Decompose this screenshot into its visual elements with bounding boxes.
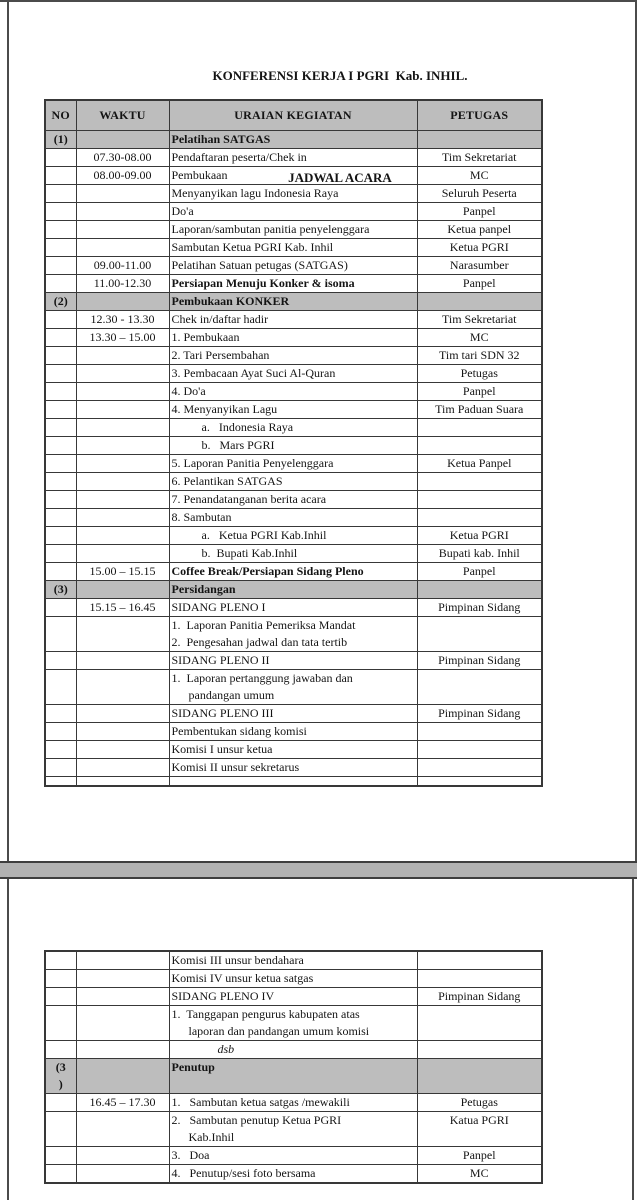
activity-line: Menyanyikan lagu Indonesia Raya <box>171 186 339 200</box>
table-row <box>45 185 542 203</box>
activity-line: Persidangan <box>171 582 236 596</box>
no-cell <box>45 455 76 473</box>
officer-cell: Pimpinan Sidang <box>417 705 542 723</box>
activity-cell <box>169 527 417 545</box>
officer-cell <box>417 437 542 455</box>
activity-line: 1. Laporan Panitia Pemeriksa Mandat <box>171 618 356 632</box>
time-cell <box>76 293 169 311</box>
officer-cell: Petugas <box>417 1094 542 1112</box>
time-cell <box>76 1165 169 1184</box>
time-cell <box>76 401 169 419</box>
no-cell <box>45 741 76 759</box>
officer-cell <box>417 473 542 491</box>
activity-line: Persiapan Menuju Konker & isoma <box>171 276 355 290</box>
header-row <box>45 100 542 131</box>
table-row <box>45 149 542 167</box>
officer-cell: Tim Paduan Suara <box>417 401 542 419</box>
activity-line: laporan dan pandangan umum komisi <box>188 1024 370 1038</box>
photo-edge-top <box>0 0 637 2</box>
time-cell <box>76 1041 169 1059</box>
activity-cell <box>169 988 417 1006</box>
no-cell <box>45 527 76 545</box>
officer-cell <box>417 741 542 759</box>
activity-line: Sambutan Ketua PGRI Kab. Inhil <box>171 240 334 254</box>
time-cell: 15.00 – 15.15 <box>76 563 169 581</box>
activity-cell <box>169 419 417 437</box>
no-cell <box>45 705 76 723</box>
no-cell <box>45 329 76 347</box>
officer-cell: Seluruh Peserta <box>417 185 542 203</box>
officer-cell <box>417 131 542 149</box>
time-cell: 09.00-11.00 <box>76 257 169 275</box>
table-row <box>45 347 542 365</box>
activity-line: Komisi II unsur sekretarus <box>171 760 300 774</box>
time-cell <box>76 723 169 741</box>
officer-cell <box>417 951 542 970</box>
table-row <box>45 741 542 759</box>
no-cell <box>45 1165 76 1184</box>
activity-cell <box>169 509 417 527</box>
no-cell <box>45 563 76 581</box>
time-cell: 08.00-09.00 <box>76 167 169 185</box>
activity-line: 4. Penutup/sesi foto bersama <box>171 1166 316 1180</box>
table-row <box>45 1006 542 1041</box>
activity-line: Penutup <box>171 1060 215 1074</box>
activity-line: Pelatihan Satuan petugas (SATGAS) <box>171 258 348 272</box>
no-cell <box>45 723 76 741</box>
activity-cell <box>169 777 417 787</box>
time-cell <box>76 617 169 652</box>
no-cell <box>45 509 76 527</box>
officer-cell: Tim Sekretariat <box>417 149 542 167</box>
table-row <box>45 257 542 275</box>
no-cell <box>45 149 76 167</box>
activity-cell <box>169 652 417 670</box>
time-cell <box>76 581 169 599</box>
activity-line: 2. Sambutan penutup Ketua PGRI <box>171 1113 342 1127</box>
table-row <box>45 970 542 988</box>
table-row <box>45 437 542 455</box>
activity-line: Pembukaan <box>171 168 228 182</box>
table-row <box>45 329 542 347</box>
time-cell <box>76 455 169 473</box>
activity-line: SIDANG PLENO II <box>171 653 270 667</box>
activity-line: Komisi IV unsur ketua satgas <box>171 971 314 985</box>
no-cell <box>45 599 76 617</box>
activity-line: b. Bupati Kab.Inhil <box>201 546 298 560</box>
time-cell <box>76 777 169 787</box>
time-cell: 07.30-08.00 <box>76 149 169 167</box>
officer-cell: Petugas <box>417 365 542 383</box>
table-row <box>45 1112 542 1147</box>
activity-line: 1. Sambutan ketua satgas /mewakili <box>171 1095 350 1109</box>
col-header-uraian-kegiatan: URAIAN KEGIATAN <box>169 100 417 131</box>
table-row <box>45 401 542 419</box>
schedule-table-page-1 <box>44 99 543 787</box>
activity-line: 3. Pembacaan Ayat Suci Al-Quran <box>171 366 336 380</box>
activity-cell <box>169 705 417 723</box>
table-row <box>45 670 542 705</box>
time-cell: 16.45 – 17.30 <box>76 1094 169 1112</box>
page-break-band <box>0 861 637 879</box>
time-cell <box>76 365 169 383</box>
activity-line: 8. Sambutan <box>171 510 232 524</box>
schedule-table-page-2 <box>44 950 543 1184</box>
no-cell <box>45 1041 76 1059</box>
officer-cell: Ketua PGRI <box>417 527 542 545</box>
col-header-petugas: PETUGAS <box>417 100 542 131</box>
activity-cell <box>169 581 417 599</box>
time-cell <box>76 203 169 221</box>
time-cell <box>76 545 169 563</box>
no-cell <box>45 167 76 185</box>
no-text: (2) <box>53 294 68 308</box>
no-cell <box>45 437 76 455</box>
activity-cell <box>169 617 417 652</box>
time-cell: 11.00-12.30 <box>76 275 169 293</box>
table-row <box>45 491 542 509</box>
activity-cell <box>169 951 417 970</box>
time-cell <box>76 509 169 527</box>
no-cell <box>45 275 76 293</box>
no-cell <box>45 293 76 311</box>
activity-line: Chek in/daftar hadir <box>171 312 269 326</box>
officer-cell: Panpel <box>417 383 542 401</box>
activity-cell <box>169 293 417 311</box>
table-row <box>45 1059 542 1094</box>
col-header-no: NO <box>45 100 76 131</box>
activity-line: SIDANG PLENO IV <box>171 989 275 1003</box>
activity-line: Do'a <box>171 204 194 218</box>
time-cell <box>76 951 169 970</box>
activity-line: Coffee Break/Persiapan Sidang Pleno <box>171 564 364 578</box>
no-cell <box>45 401 76 419</box>
activity-cell <box>169 545 417 563</box>
time-cell <box>76 383 169 401</box>
table-row <box>45 1147 542 1165</box>
no-cell <box>45 203 76 221</box>
officer-cell: Ketua PGRI <box>417 239 542 257</box>
activity-cell <box>169 221 417 239</box>
activity-cell <box>169 149 417 167</box>
table-row <box>45 652 542 670</box>
table-row <box>45 581 542 599</box>
activity-line: dsb <box>217 1042 235 1056</box>
officer-cell: Bupati kab. Inhil <box>417 545 542 563</box>
officer-cell <box>417 970 542 988</box>
officer-cell: Pimpinan Sidang <box>417 652 542 670</box>
activity-line: 3. Doa <box>171 1148 210 1162</box>
activity-cell <box>169 1147 417 1165</box>
table-row <box>45 239 542 257</box>
activity-cell <box>169 759 417 777</box>
officer-cell: Panpel <box>417 563 542 581</box>
time-cell <box>76 1006 169 1041</box>
time-cell <box>76 970 169 988</box>
activity-cell <box>169 383 417 401</box>
activity-line: Laporan/sambutan panitia penyelenggara <box>171 222 370 236</box>
table-row <box>45 131 542 149</box>
activity-line: 2. Pengesahan jadwal dan tata tertib <box>171 635 348 649</box>
activity-line: 1. Tanggapan pengurus kabupaten atas <box>171 1007 360 1021</box>
time-cell <box>76 527 169 545</box>
time-cell <box>76 1147 169 1165</box>
activity-line: b. Mars PGRI <box>201 438 275 452</box>
activity-cell <box>169 311 417 329</box>
no-cell <box>45 419 76 437</box>
activity-line: 7. Penandatanganan berita acara <box>171 492 327 506</box>
time-cell <box>76 741 169 759</box>
table-row <box>45 383 542 401</box>
activity-cell <box>169 437 417 455</box>
no-cell <box>45 491 76 509</box>
no-cell <box>45 1147 76 1165</box>
officer-cell <box>417 293 542 311</box>
activity-line: Pendaftaran peserta/Chek in <box>171 150 307 164</box>
time-cell <box>76 239 169 257</box>
activity-line: 5. Laporan Panitia Penyelenggara <box>171 456 334 470</box>
time-cell: 12.30 - 13.30 <box>76 311 169 329</box>
title-line-1: KONFERENSI KERJA I PGRI Kab. INHIL. <box>212 68 468 83</box>
activity-line: 4. Menyanyikan Lagu <box>171 402 278 416</box>
activity-line: 6. Pelantikan SATGAS <box>171 474 283 488</box>
no-cell <box>45 988 76 1006</box>
activity-line: Komisi I unsur ketua <box>171 742 273 756</box>
officer-cell <box>417 759 542 777</box>
officer-cell <box>417 777 542 787</box>
officer-cell <box>417 670 542 705</box>
time-cell <box>76 437 169 455</box>
activity-cell <box>169 329 417 347</box>
table-row <box>45 951 542 970</box>
activity-cell <box>169 599 417 617</box>
col-header-waktu: WAKTU <box>76 100 169 131</box>
no-cell <box>45 545 76 563</box>
table-row <box>45 473 542 491</box>
no-cell <box>45 759 76 777</box>
activity-line: 2. Tari Persembahan <box>171 348 270 362</box>
officer-cell: MC <box>417 167 542 185</box>
activity-line: pandangan umum <box>188 688 275 702</box>
table-row <box>45 167 542 185</box>
table-row <box>45 311 542 329</box>
no-text: (3 <box>55 1060 66 1074</box>
officer-cell: Narasumber <box>417 257 542 275</box>
activity-cell <box>169 723 417 741</box>
officer-cell <box>417 491 542 509</box>
activity-cell <box>169 239 417 257</box>
table-row <box>45 988 542 1006</box>
no-text: (3) <box>53 582 68 596</box>
no-cell <box>45 1112 76 1147</box>
time-cell <box>76 759 169 777</box>
table-row <box>45 509 542 527</box>
officer-cell <box>417 1006 542 1041</box>
no-cell <box>45 311 76 329</box>
officer-cell: MC <box>417 329 542 347</box>
officer-cell <box>417 1041 542 1059</box>
no-cell <box>45 1006 76 1041</box>
no-cell <box>45 617 76 652</box>
table-row <box>45 221 542 239</box>
time-cell <box>76 670 169 705</box>
page2-left-edge <box>7 879 9 1200</box>
officer-cell <box>417 617 542 652</box>
table-row <box>45 563 542 581</box>
no-cell <box>45 670 76 705</box>
officer-cell: Katua PGRI <box>417 1112 542 1147</box>
officer-cell <box>417 1059 542 1094</box>
no-cell <box>45 131 76 149</box>
activity-cell <box>169 1112 417 1147</box>
no-cell <box>45 365 76 383</box>
activity-cell <box>169 741 417 759</box>
time-cell <box>76 419 169 437</box>
time-cell <box>76 131 169 149</box>
officer-cell <box>417 419 542 437</box>
officer-cell: Panpel <box>417 203 542 221</box>
no-text: ) <box>58 1077 63 1091</box>
activity-cell <box>169 1165 417 1184</box>
time-cell <box>76 988 169 1006</box>
no-cell <box>45 185 76 203</box>
officer-cell <box>417 509 542 527</box>
table-row <box>45 1165 542 1184</box>
activity-cell <box>169 563 417 581</box>
table-row <box>45 545 542 563</box>
activity-cell <box>169 131 417 149</box>
title-line-3: JADWAL ACARA <box>288 170 392 185</box>
activity-cell <box>169 401 417 419</box>
officer-cell: Panpel <box>417 1147 542 1165</box>
activity-line: Pembukaan KONKER <box>171 294 290 308</box>
table-row <box>45 275 542 293</box>
activity-cell <box>169 473 417 491</box>
activity-cell <box>169 1041 417 1059</box>
time-cell: 13.30 – 15.00 <box>76 329 169 347</box>
officer-cell: Ketua panpel <box>417 221 542 239</box>
officer-cell: Tim tari SDN 32 <box>417 347 542 365</box>
no-cell <box>45 1094 76 1112</box>
no-cell <box>45 951 76 970</box>
time-cell <box>76 705 169 723</box>
table-row <box>45 1094 542 1112</box>
activity-cell <box>169 970 417 988</box>
no-cell <box>45 257 76 275</box>
table-row <box>45 759 542 777</box>
activity-cell <box>169 185 417 203</box>
time-cell <box>76 1059 169 1094</box>
activity-line: SIDANG PLENO III <box>171 706 274 720</box>
no-cell <box>45 383 76 401</box>
activity-cell <box>169 670 417 705</box>
officer-cell: Tim Sekretariat <box>417 311 542 329</box>
table-row <box>45 365 542 383</box>
officer-cell <box>417 723 542 741</box>
time-cell <box>76 652 169 670</box>
no-cell <box>45 221 76 239</box>
no-text: (1) <box>53 132 68 146</box>
activity-cell <box>169 491 417 509</box>
activity-line: Pembentukan sidang komisi <box>171 724 307 738</box>
page1-left-edge <box>7 0 9 862</box>
activity-line: Komisi III unsur bendahara <box>171 953 304 967</box>
activity-cell <box>169 275 417 293</box>
no-cell <box>45 581 76 599</box>
table-row <box>45 705 542 723</box>
activity-cell <box>169 347 417 365</box>
table-row <box>45 203 542 221</box>
time-cell <box>76 1112 169 1147</box>
activity-cell <box>169 1006 417 1041</box>
table-row <box>45 527 542 545</box>
officer-cell: Panpel <box>417 275 542 293</box>
activity-cell <box>169 203 417 221</box>
activity-line: a. Indonesia Raya <box>201 420 294 434</box>
no-cell <box>45 1059 76 1094</box>
activity-cell <box>169 1059 417 1094</box>
activity-line: a. Ketua PGRI Kab.Inhil <box>201 528 327 542</box>
no-cell <box>45 239 76 257</box>
table-row <box>45 455 542 473</box>
time-cell <box>76 473 169 491</box>
officer-cell: Pimpinan Sidang <box>417 599 542 617</box>
activity-cell <box>169 1094 417 1112</box>
activity-line: 1. Laporan pertanggung jawaban dan <box>171 671 353 685</box>
no-cell <box>45 347 76 365</box>
activity-cell <box>169 455 417 473</box>
no-cell <box>45 970 76 988</box>
time-cell <box>76 347 169 365</box>
no-cell <box>45 473 76 491</box>
time-cell: 15.15 – 16.45 <box>76 599 169 617</box>
officer-cell: Pimpinan Sidang <box>417 988 542 1006</box>
table-row <box>45 599 542 617</box>
officer-cell <box>417 581 542 599</box>
activity-line: SIDANG PLENO I <box>171 600 266 614</box>
time-cell <box>76 221 169 239</box>
table-row <box>45 293 542 311</box>
activity-cell <box>169 365 417 383</box>
officer-cell: MC <box>417 1165 542 1184</box>
page2-right-edge <box>632 879 634 1200</box>
activity-line: Kab.Inhil <box>188 1130 235 1144</box>
table-row <box>45 419 542 437</box>
activity-line: 1. Pembukaan <box>171 330 240 344</box>
no-cell <box>45 777 76 787</box>
table-row <box>45 1041 542 1059</box>
activity-line: Pelatihan SATGAS <box>171 132 271 146</box>
table-row <box>45 723 542 741</box>
activity-cell <box>169 257 417 275</box>
officer-cell: Ketua Panpel <box>417 455 542 473</box>
no-cell <box>45 652 76 670</box>
table-row <box>45 617 542 652</box>
time-cell <box>76 185 169 203</box>
time-cell <box>76 491 169 509</box>
activity-line: 4. Do'a <box>171 384 206 398</box>
table-row <box>45 777 542 787</box>
activity-cell <box>169 167 417 185</box>
